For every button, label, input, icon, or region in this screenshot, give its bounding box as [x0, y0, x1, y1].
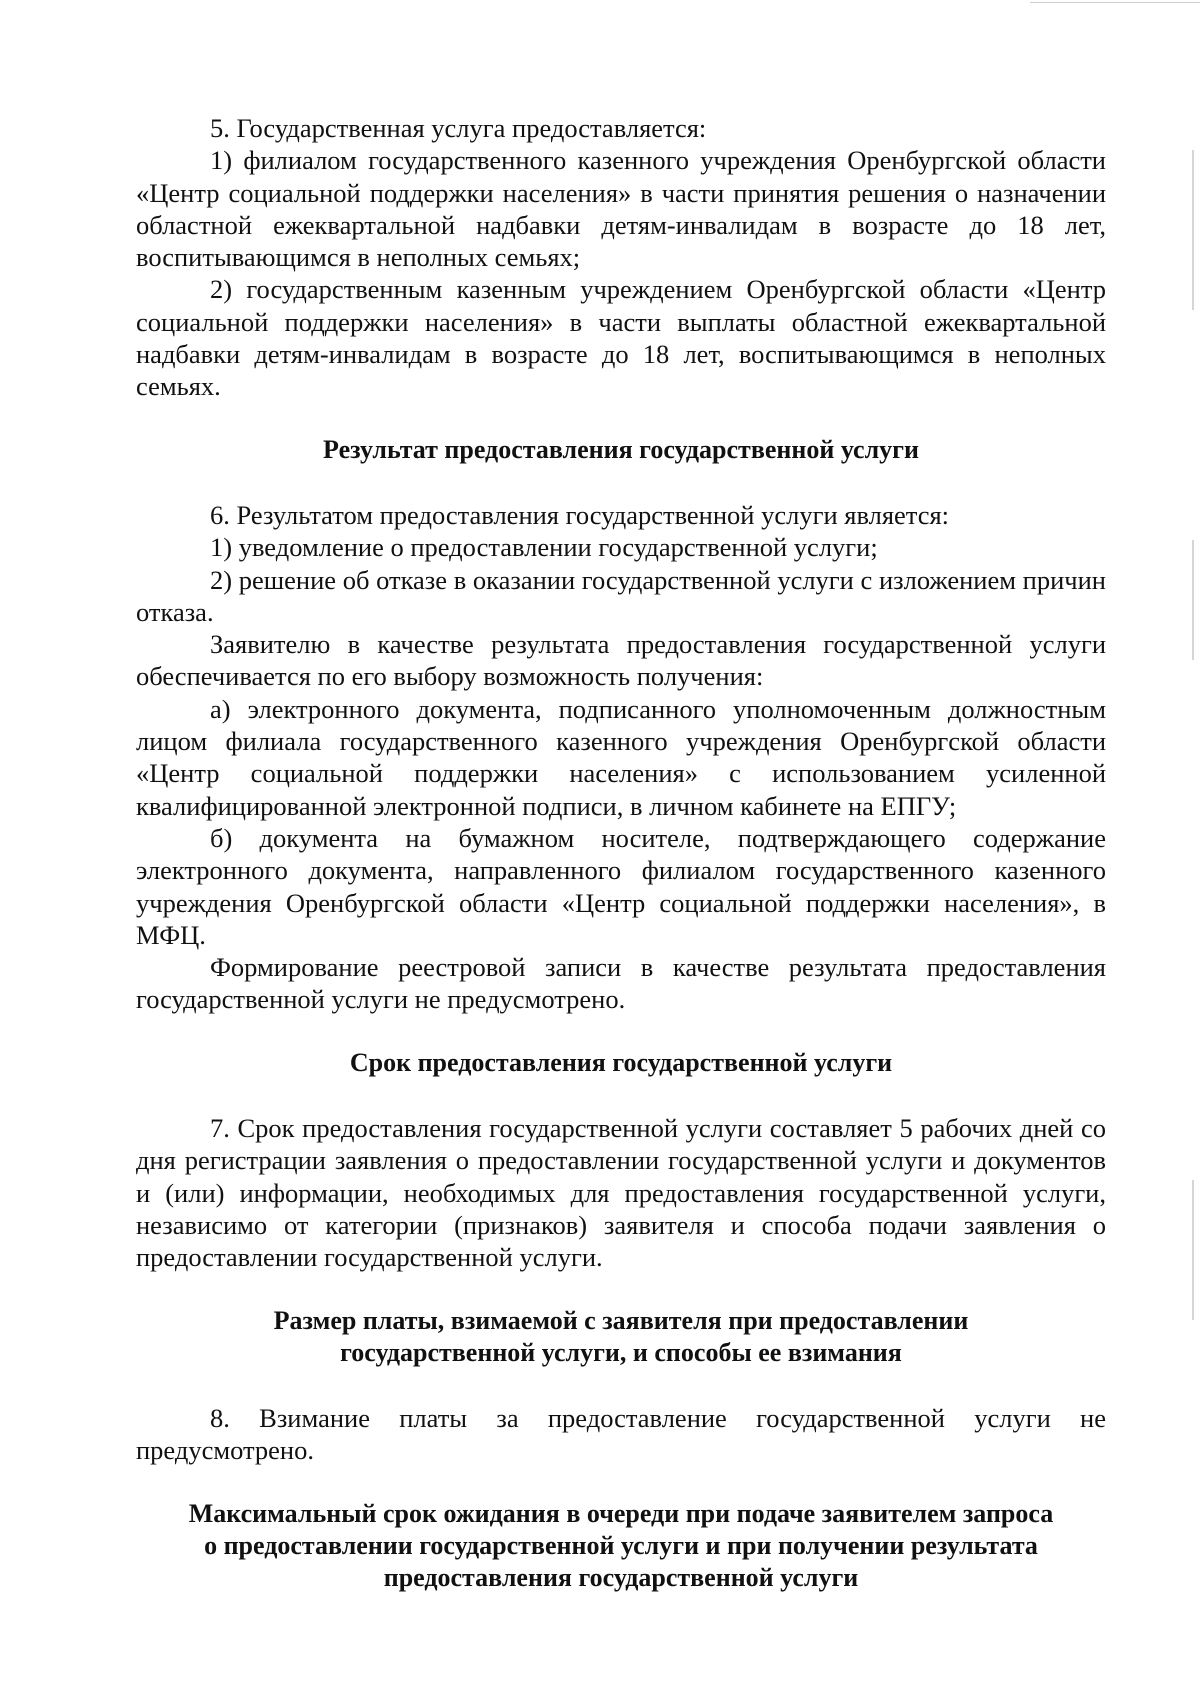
section-heading-result: Результат предоставления государственной услуги [323, 434, 919, 464]
paragraph-5-intro: 5. Государственная услуга предоставляется: [210, 113, 707, 143]
paragraph-6-item-2: 2) решение об отказе в оказании государственной услуги с изложением причин отказа. [136, 564, 1106, 627]
section-heading-fee [136, 1305, 1106, 1370]
paragraph-6-item-1: 1) уведомление о предоставлении государственной услуги; [210, 532, 878, 563]
heading-fee-text: Размер платы, взимаемой с заявителя при предоставлении государственной услуги, и способы ее взимания [273, 1305, 969, 1367]
paragraph-6-intro: 6. Результатом предоставления государственной услуги является: [210, 499, 950, 530]
scan-edge-mark [1192, 1180, 1194, 1320]
section-heading-term: Срок предоставления государственной услуги [349, 1047, 893, 1077]
paragraph-6-option-b: б) документа на бумажном носителе, подтверждающего содержание электронного документа, направленного филиалом государственного казенного учреждения Оренбургской области «Центр социальной поддержки населения», в МФЦ. [136, 822, 1106, 950]
document-page [136, 112, 1106, 1595]
scan-edge-mark [1192, 540, 1194, 660]
paragraph-6-option-a: а) электронного документа, подписанного уполномоченным должностным лицом филиала государственного казенного учреждения Оренбургской области «Центр социальной поддержки населения» с использованием усиленной квалифицированной электронной подписи, в личном кабинете на ЕПГУ; [136, 693, 1106, 821]
scan-artifact-line [1030, 2, 1200, 3]
paragraph-6-registry: Формирование реестровой записи в качестве результата предоставления государственной услуги не предусмотрено. [136, 952, 1106, 1015]
paragraph-5-item-1: 1) филиалом государственного казенного учреждения Оренбургской области «Центр социальной поддержки населения» в части принятия решения о назначении областной ежеквартальной надбавки детям-инвалидам в возрасте до 18 лет, воспитывающимся в неполных семьях; [136, 145, 1106, 273]
paragraph-5-item-2: 2) государственным казенным учреждением Оренбургской области «Центр социальной поддержки населения» в части выплаты областной ежеквартальной надбавки детям-инвалидам в возрасте до 18 лет, воспитывающимся в неполных семьях. [136, 274, 1106, 402]
paragraph-7: 7. Срок предоставления государственной услуги составляет 5 рабочих дней со дня регистрации заявления о предоставлении государственной услуги и документов и (или) информации, необходимых для предоставления государственной услуги, независимо от категории (признаков) заявителя и способа подачи заявления о предоставлении государственной услуги. [136, 1113, 1106, 1273]
heading-queue-text: Максимальный срок ожидания в очереди при подаче заявителем запроса о предоставлении государственной услуги и при получении результата предоставления государственной услуги [188, 1498, 1054, 1593]
paragraph-8: 8. Взимание платы за предоставление государственной услуги не предусмотрено. [136, 1403, 1106, 1466]
section-heading-queue [136, 1498, 1106, 1595]
paragraph-6-applicant: Заявителю в качестве результата предоставления государственной услуги обеспечивается по его выбору возможность получения: [136, 629, 1106, 692]
scan-edge-mark [1192, 150, 1194, 310]
